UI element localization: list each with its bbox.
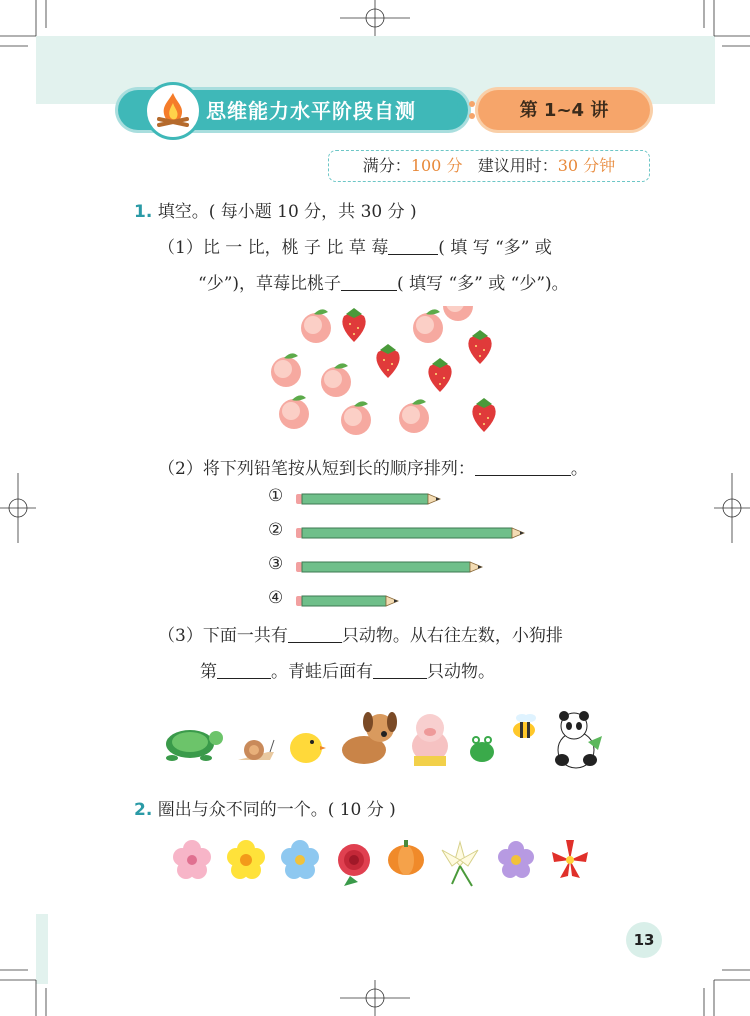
q1-part2-line [158, 455, 588, 483]
strawberry-icon [342, 308, 365, 342]
q1-part3-text-d: 。青蛙后面有 [271, 662, 373, 682]
panda-icon [555, 711, 602, 768]
peach-icon [271, 353, 301, 387]
q1-prompt: 填空。( 每小题 10 分，共 30 分 ) [157, 202, 417, 222]
q1-part1-line2 [198, 270, 569, 298]
score-label: 满分： [362, 156, 411, 175]
q1-part3-text-e: 只动物。 [427, 662, 495, 682]
red-lily-icon[interactable] [552, 840, 588, 878]
turtle-icon [166, 730, 223, 761]
bee-icon [513, 714, 536, 738]
pencil-icon [296, 526, 526, 540]
peach-icon [301, 309, 331, 343]
peach-icon [443, 306, 473, 321]
q1-part1-text-a: （1）比 一 比，桃 子 比 草 莓 [158, 238, 389, 258]
time-value: 30 分钟 [557, 156, 616, 175]
pencil-label: ① [268, 486, 284, 506]
pencil-icon [296, 492, 442, 506]
pumpkin-icon[interactable] [388, 840, 424, 875]
strawberry-icon [376, 344, 399, 378]
q1-part1-text-c: “少”)，草莓比桃子 [198, 274, 342, 294]
q1-part3-line1 [158, 622, 563, 650]
answer-blank[interactable] [341, 270, 397, 291]
strawberry-icon [472, 398, 495, 432]
campfire-icon [144, 82, 202, 140]
q1-part1-line1 [158, 234, 552, 262]
purple-flower-icon[interactable] [498, 841, 534, 878]
q1-part1-text-d: ( 填写 “多” 或 “少”)。 [397, 274, 569, 294]
score-box [328, 150, 650, 182]
q1-part3-text-b: 只动物。从右往左数，小狗排 [341, 626, 563, 646]
answer-blank[interactable] [288, 622, 342, 643]
q1-part2-text: （2）将下列铅笔按从短到长的顺序排列： [158, 459, 475, 479]
pencil-label: ③ [268, 554, 284, 574]
flower-row [168, 832, 604, 888]
animal-row [158, 706, 608, 772]
peach-icon [279, 395, 309, 429]
q2-number: 2. [134, 800, 153, 820]
page-number: 13 [626, 922, 662, 958]
q1-number: 1. [134, 202, 153, 222]
colon-separator-icon [452, 94, 480, 126]
daffodil-icon[interactable] [227, 840, 265, 879]
lesson-range: 第 1~4 讲 [519, 100, 609, 121]
q1-part3-line2 [200, 658, 495, 686]
answer-blank[interactable] [475, 455, 571, 476]
strawberry-icon [468, 330, 491, 364]
pencil-label: ④ [268, 588, 284, 608]
q1-part3-text-c: 第 [200, 662, 217, 682]
fruit-group [260, 306, 500, 440]
q1-part3-text-a: （3）下面一共有 [158, 626, 288, 646]
peach-icon [399, 399, 429, 433]
pig-icon [412, 714, 448, 766]
q2-prompt: 圈出与众不同的一个。( 10 分 ) [157, 800, 396, 820]
peach-icon [413, 309, 443, 343]
q1-part2-end: 。 [570, 459, 588, 479]
frog-icon [470, 736, 494, 762]
snail-icon [238, 740, 274, 760]
blue-flower-icon[interactable] [281, 840, 319, 879]
pencil-label: ② [268, 520, 284, 540]
answer-blank[interactable] [217, 658, 271, 679]
q1-part1-text-b: ( 填 写 “多” 或 [438, 238, 552, 258]
peach-icon [321, 363, 351, 397]
score-value: 100 分 [410, 156, 463, 175]
lily-icon[interactable] [442, 842, 478, 886]
answer-blank[interactable] [373, 658, 427, 679]
rose-icon[interactable] [338, 844, 370, 886]
q2-heading [134, 796, 396, 824]
pencil-icon [296, 594, 400, 608]
page-title: 思维能力水平阶段自测 [206, 99, 416, 123]
chick-icon [290, 733, 326, 763]
strawberry-icon [428, 358, 451, 392]
answer-blank[interactable] [388, 234, 438, 255]
cherry-blossom-icon[interactable] [173, 840, 211, 879]
peach-icon [341, 401, 371, 435]
time-label: 建议用时： [477, 156, 558, 175]
dog-icon [342, 712, 397, 764]
pencil-icon [296, 560, 484, 574]
q1-heading [134, 198, 417, 226]
